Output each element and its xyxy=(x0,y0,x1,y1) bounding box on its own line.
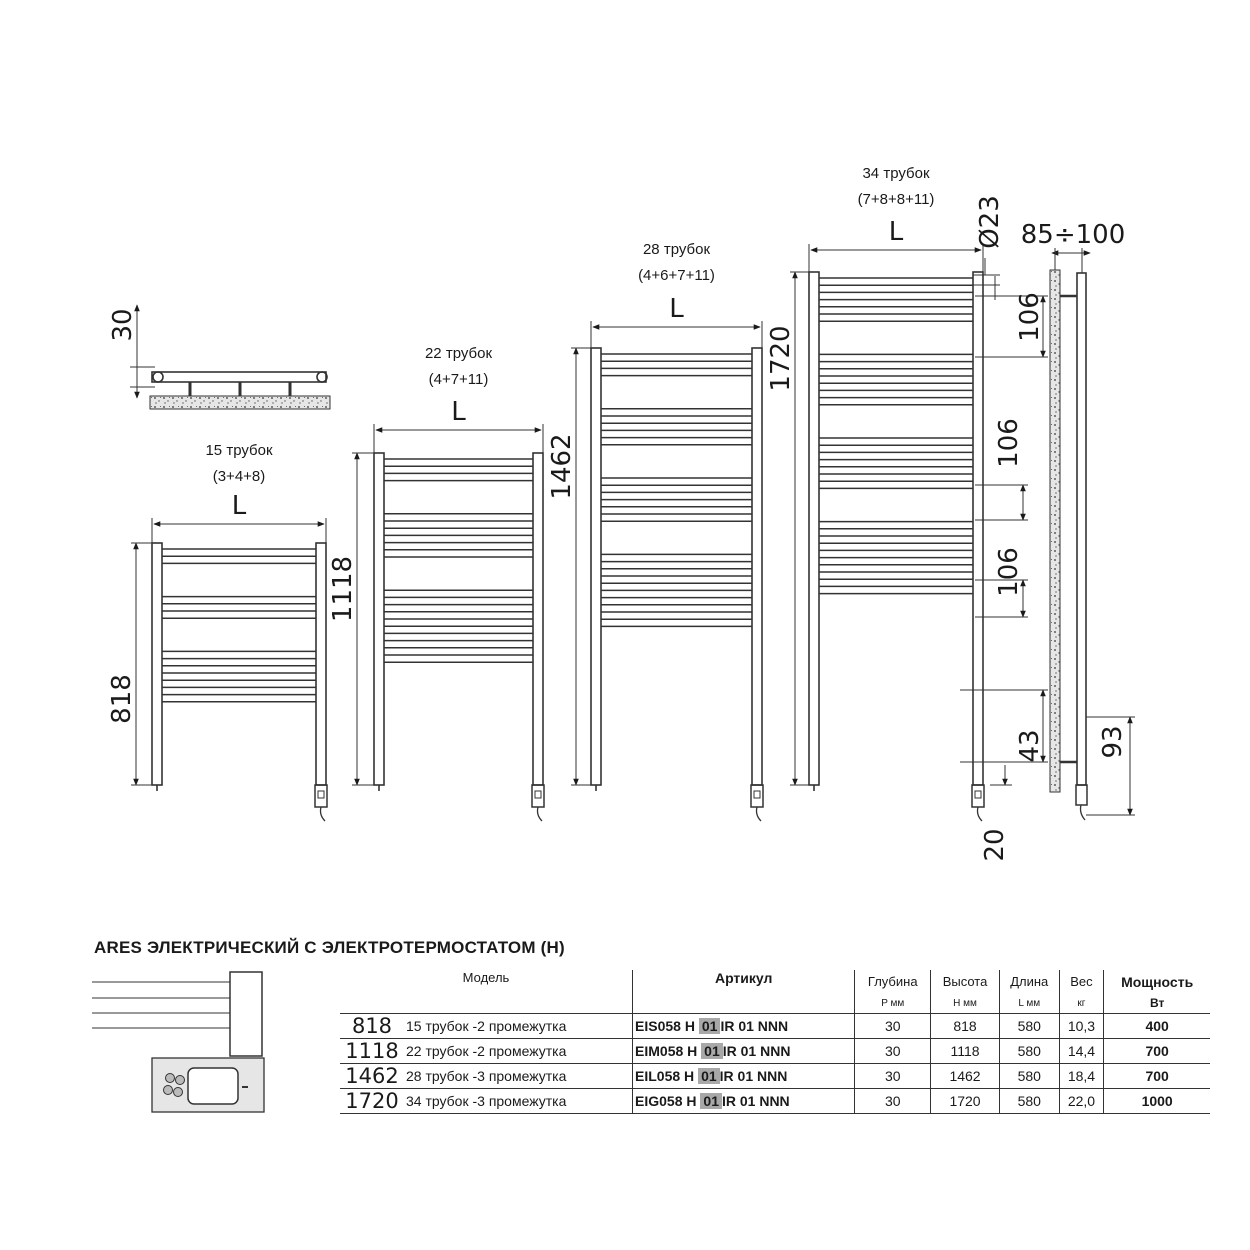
header-length: Длина xyxy=(999,970,1059,993)
row-height: 1118 xyxy=(931,1039,1000,1064)
row-length: 580 xyxy=(999,1089,1059,1114)
row-size: 818 xyxy=(340,1014,404,1039)
header-length-unit: L мм xyxy=(999,993,1059,1014)
tubes-label: 22 трубок xyxy=(424,345,493,362)
radiator-left-rail xyxy=(152,543,162,785)
row-article-prefix: EIM058 H xyxy=(635,1043,698,1059)
row-article-prefix: EIL058 H xyxy=(635,1068,695,1084)
width-label: L xyxy=(451,397,466,427)
row-size: 1118 xyxy=(340,1039,404,1064)
row-size: 1462 xyxy=(340,1064,404,1089)
row-length: 580 xyxy=(999,1039,1059,1064)
row-weight: 22,0 xyxy=(1059,1089,1104,1114)
thermostat-illustration xyxy=(92,968,277,1118)
thermostat-unit xyxy=(972,785,984,807)
table-row xyxy=(340,1039,1210,1064)
thermostat-unit xyxy=(315,785,327,807)
wall-section xyxy=(150,396,330,409)
top-depth-label: 30 xyxy=(108,308,138,342)
radiator-right-rail xyxy=(973,272,983,785)
header-power-unit: Вт xyxy=(1104,993,1210,1014)
tubes-label: 28 трубок xyxy=(642,241,711,258)
radiator-right-rail xyxy=(752,348,762,785)
spacing-1-label: 106 xyxy=(1015,292,1045,342)
header-power: Мощность xyxy=(1104,970,1210,993)
row-article-suffix: IR 01 NNN xyxy=(719,1068,788,1084)
row-power: 1000 xyxy=(1104,1089,1210,1114)
tubes-label: 15 трубок xyxy=(205,442,273,459)
bottom-height-label: 93 xyxy=(1098,725,1128,759)
row-model: 15 трубок -2 промежутка xyxy=(404,1014,633,1039)
thermostat-button xyxy=(318,791,324,798)
section-title: ARES ЭЛЕКТРИЧЕСКИЙ С ЭЛЕКТРОТЕРМОСТАТОМ (H) xyxy=(94,938,565,957)
thermostat-display xyxy=(188,1068,238,1104)
thermostat-unit xyxy=(751,785,763,807)
header-height: Высота xyxy=(931,970,1000,993)
radiator-right-rail xyxy=(316,543,326,785)
width-label: L xyxy=(669,294,684,324)
table-row xyxy=(340,1089,1210,1114)
radiator-right-rail xyxy=(533,453,543,785)
radiator-left-rail xyxy=(374,453,384,785)
radiators xyxy=(107,165,984,821)
row-power: 400 xyxy=(1104,1014,1210,1039)
groups-label: (4+6+7+11) xyxy=(638,267,715,284)
diameter-label: Ø23 xyxy=(975,195,1005,249)
row-article-suffix: IR 01 NNN xyxy=(721,1093,790,1109)
header-model: Модель xyxy=(462,970,510,985)
row-article-color: 01 xyxy=(698,1068,720,1084)
row-weight: 10,3 xyxy=(1059,1014,1104,1039)
row-article-color: 01 xyxy=(700,1093,722,1109)
header-article: Артикул xyxy=(633,970,855,1014)
row-article-prefix: EIG058 H xyxy=(635,1093,697,1109)
height-label: 1462 xyxy=(547,433,577,500)
row-article-color: 01 xyxy=(699,1018,721,1034)
radiator-left-rail xyxy=(809,272,819,785)
side-wall xyxy=(1050,270,1060,792)
row-depth: 30 xyxy=(855,1089,931,1114)
row-height: 818 xyxy=(931,1014,1000,1039)
row-power: 700 xyxy=(1104,1064,1210,1089)
row-length: 580 xyxy=(999,1064,1059,1089)
height-label: 1720 xyxy=(766,325,796,392)
row-length: 580 xyxy=(999,1014,1059,1039)
row-depth: 30 xyxy=(855,1014,931,1039)
power-cable xyxy=(978,807,983,821)
thermostat-unit xyxy=(532,785,544,807)
bottom-gap-label: 43 xyxy=(1015,729,1045,763)
spacing-2-label: 106 xyxy=(994,418,1024,468)
row-size: 1720 xyxy=(340,1089,404,1114)
thermostat-button xyxy=(975,791,981,798)
thermostat-drop-label: 20 xyxy=(980,828,1010,862)
width-label: L xyxy=(231,491,247,521)
spacing-3-label: 106 xyxy=(994,547,1024,597)
table-row xyxy=(340,1014,1210,1039)
power-cable xyxy=(538,807,543,821)
groups-label: (4+7+11) xyxy=(428,371,489,388)
wall-distance-label: 85÷100 xyxy=(1020,220,1126,250)
row-article-color: 01 xyxy=(701,1043,723,1059)
row-model: 34 трубок -3 промежутка xyxy=(404,1089,633,1114)
height-label: 818 xyxy=(107,674,137,724)
row-depth: 30 xyxy=(855,1039,931,1064)
header-height-unit: H мм xyxy=(931,993,1000,1014)
row-article-suffix: IR 01 NNN xyxy=(722,1043,791,1059)
row-weight: 18,4 xyxy=(1059,1064,1104,1089)
radiator-left-rail xyxy=(591,348,601,785)
spec-table xyxy=(340,970,1210,1114)
row-depth: 30 xyxy=(855,1064,931,1089)
table-row xyxy=(340,1064,1210,1089)
row-power: 700 xyxy=(1104,1039,1210,1064)
row-height: 1462 xyxy=(931,1064,1000,1089)
row-model: 28 трубок -3 промежутка xyxy=(404,1064,633,1089)
row-height: 1720 xyxy=(931,1089,1000,1114)
row-weight: 14,4 xyxy=(1059,1039,1104,1064)
top-view xyxy=(108,305,330,409)
top-rail xyxy=(152,372,326,382)
header-weight: Вес xyxy=(1059,970,1104,993)
groups-label: (3+4+8) xyxy=(212,468,266,485)
power-cable xyxy=(757,807,762,821)
power-cable xyxy=(321,807,326,821)
thermostat-button xyxy=(535,791,541,798)
row-article-prefix: EIS058 H xyxy=(635,1018,695,1034)
row-model: 22 трубок -2 промежутка xyxy=(404,1039,633,1064)
header-weight-unit: кг xyxy=(1059,993,1104,1014)
row-article-suffix: IR 01 NNN xyxy=(720,1018,789,1034)
tubes-label: 34 трубок xyxy=(862,165,930,182)
height-label: 1118 xyxy=(328,555,358,623)
header-depth-unit: P мм xyxy=(855,993,931,1014)
thermostat-button xyxy=(754,791,760,798)
width-label: L xyxy=(888,217,904,247)
side-rail xyxy=(1077,273,1086,785)
header-depth: Глубина xyxy=(855,970,931,993)
groups-label: (7+8+8+11) xyxy=(857,191,935,208)
